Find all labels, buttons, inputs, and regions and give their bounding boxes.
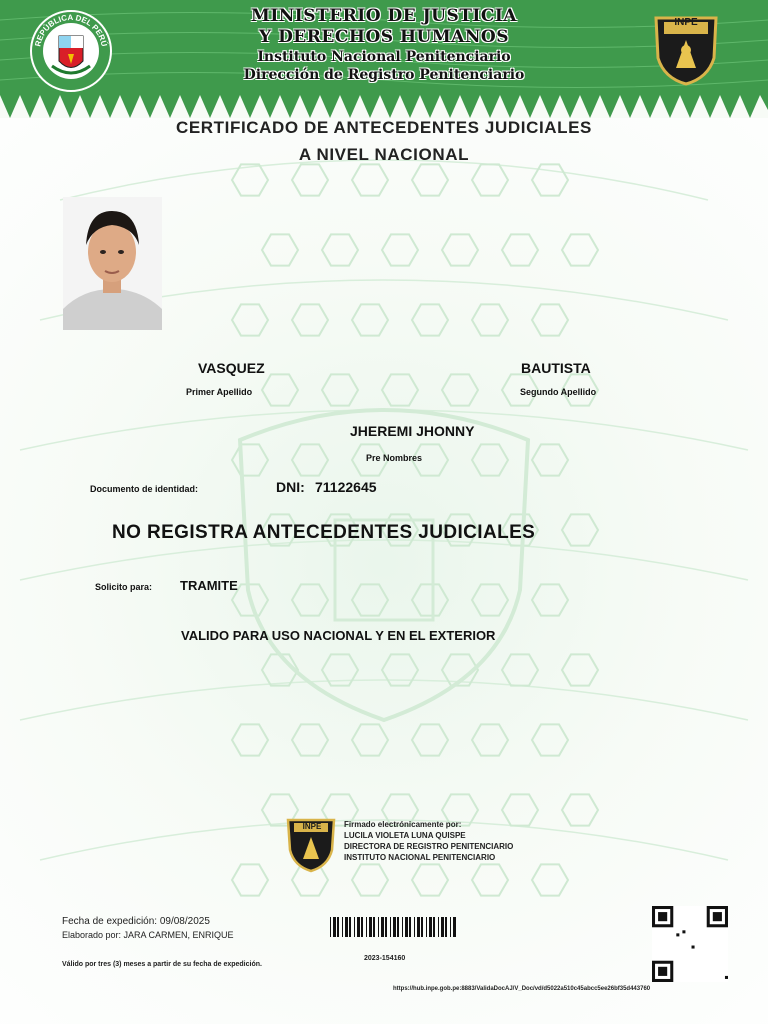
validity-period-note: Válido por tres (3) meses a partir de su fecha de expedición.	[62, 961, 262, 968]
signature-line-2: LUCILA VIOLETA LUNA QUISPE	[344, 831, 466, 840]
given-names-label: Pre Nombres	[366, 453, 423, 463]
barcode-number: 2023-154160	[364, 955, 406, 962]
prepared-by: Elaborado por: JARA CARMEN, ENRIQUE	[62, 930, 234, 940]
validity-statement: VALIDO PARA USO NACIONAL Y EN EL EXTERIOR	[181, 628, 496, 643]
second-surname-label: Segundo Apellido	[520, 387, 597, 397]
holder-photo	[63, 197, 162, 330]
inpe-seal-text: INPE	[302, 822, 322, 831]
id-label: Documento de identidad:	[90, 484, 198, 494]
verification-url[interactable]: https://hub.inpe.gob.pe:8883/ValidaDocAJ/V_Doc/vd/d5022a510c45abcc5ee26bf35d443760	[393, 986, 651, 992]
id-type: DNI:	[276, 479, 305, 495]
header-band	[0, 0, 768, 118]
institute-name: Instituto Nacional Penitenciario	[257, 49, 511, 65]
peru-seal-text: REPÚBLICA DEL PERÚ	[33, 12, 109, 48]
no-records-statement: NO REGISTRA ANTECEDENTES JUDICIALES	[112, 522, 536, 543]
ministry-line-1: MINISTERIO DE JUSTICIA	[251, 6, 517, 26]
purpose-label: Solicito para:	[95, 582, 153, 592]
given-names: JHEREMI JHONNY	[350, 423, 475, 439]
barcode	[330, 917, 458, 937]
certificate-title-line-2: A NIVEL NACIONAL	[298, 145, 470, 164]
purpose-value: TRAMITE	[180, 578, 238, 593]
signature-line-3: DIRECTORA DE REGISTRO PENITENCIARIO	[344, 842, 514, 851]
issue-date: Fecha de expedición: 09/08/2025	[62, 916, 210, 927]
first-surname: VASQUEZ	[198, 360, 265, 376]
directorate-name: Dirección de Registro Penitenciario	[243, 67, 525, 83]
certificate-title-line-1: CERTIFICADO DE ANTECEDENTES JUDICIALES	[175, 118, 593, 137]
inpe-logo-text: INPE	[674, 17, 698, 28]
ministry-line-2: Y DERECHOS HUMANOS	[259, 27, 509, 47]
second-surname: BAUTISTA	[521, 360, 591, 376]
id-number: 71122645	[315, 479, 377, 495]
signature-line-4: INSTITUTO NACIONAL PENITENCIARIO	[344, 853, 496, 862]
verification-qr-code[interactable]	[652, 906, 728, 982]
signature-line-1: Firmado electrónicamente por:	[344, 820, 462, 829]
first-surname-label: Primer Apellido	[186, 387, 253, 397]
